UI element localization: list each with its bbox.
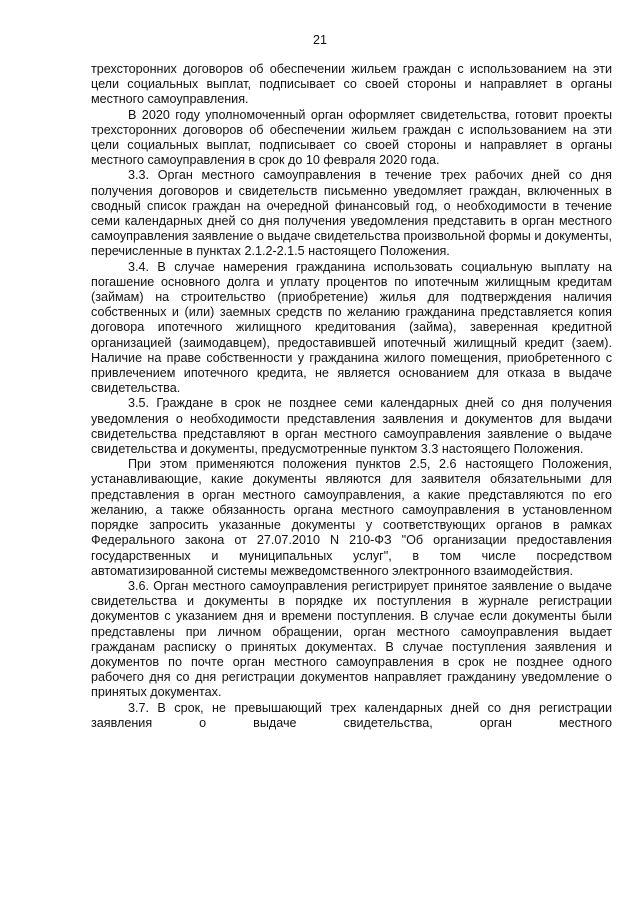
paragraph: 3.6. Орган местного самоуправления регистрирует принятое заявление о выдаче свидетельства и документы в порядке их поступления в журнале регистрации документов с указанием дня и времени поступления. В случае если документы были представлены при личном обращении, орган местного самоуправления выдает гражданам расписку о принятых документах. В случае поступления заявления и документов по почте орган местного самоуправления в срок не позднее одного рабочего дня со дня регистрации документов направляет гражданину уведомление о принятых документах. <box>91 578 612 700</box>
paragraph: 3.5. Граждане в срок не позднее семи календарных дней со дня получения уведомления о необходимости представления заявления и документов для выдачи свидетельства представляют в орган местного самоуправления заявление о выдаче свидетельства и документы, предусмотренные пунктом 3.3 настоящего Положения. <box>91 396 612 457</box>
page-number: 21 <box>313 33 327 47</box>
paragraph: 3.7. В срок, не превышающий трех календарных дней со дня регистрации заявления о выдаче свидетельства, орган местного <box>91 700 612 730</box>
paragraph: В 2020 году уполномоченный орган оформляет свидетельства, готовит проекты трехсторонних договоров об обеспечении жильем граждан с использованием на эти цели социальных выплат, подписывает со своей стороны и направляет в органы местного самоуправления в срок до 10 февраля 2020 года. <box>91 107 612 168</box>
paragraph: При этом применяются положения пунктов 2.5, 2.6 настоящего Положения, устанавливающие, какие документы являются для заявителя обязательными для представления в орган местного самоуправления, а какие представляются по его желанию, а также обязанность органа местного самоуправления в установленном порядке запросить указанные документы у соответствующих органов в рамках Федерального закона от 27.07.2010 N 210-ФЗ "Об организации предоставления государственных и муниципальных услуг", в том числе посредством автоматизированной системы межведомственного электронного взаимодействия. <box>91 457 612 578</box>
paragraph: трехсторонних договоров об обеспечении жильем граждан с использованием на эти цели социальных выплат, подписывает со своей стороны и направляет в органы местного самоуправления. <box>91 62 612 107</box>
paragraph: 3.3. Орган местного самоуправления в течение трех рабочих дней со дня получения договоров и свидетельств письменно уведомляет граждан, включенных в сводный список граждан на очередной финансовый год, о необходимости в течение семи календарных дней со дня получения уведомления представить в орган местного самоуправления заявление о выдаче свидетельства произвольной формы и документы, перечисленные в пунктах 2.1.2-2.1.5 настоящего Положения. <box>91 168 612 259</box>
paragraph: 3.4. В случае намерения гражданина использовать социальную выплату на погашение основного долга и уплату процентов по ипотечным жилищным кредитам (займам) на строительство (приобретение) жилья для подтверждения наличия собственных и (или) заемных средств по желанию гражданина представляется копия договора ипотечного жилищного кредитования (займа), заверенная кредитной организацией (заимодавцем), предоставившей ипотечный жилищный кредит (заем). Наличие на праве собственности у гражданина жилого помещения, приобретенного с привлечением ипотечного кредита, не является основанием для отказа в выдаче свидетельства. <box>91 259 612 396</box>
body-text <box>91 62 612 731</box>
